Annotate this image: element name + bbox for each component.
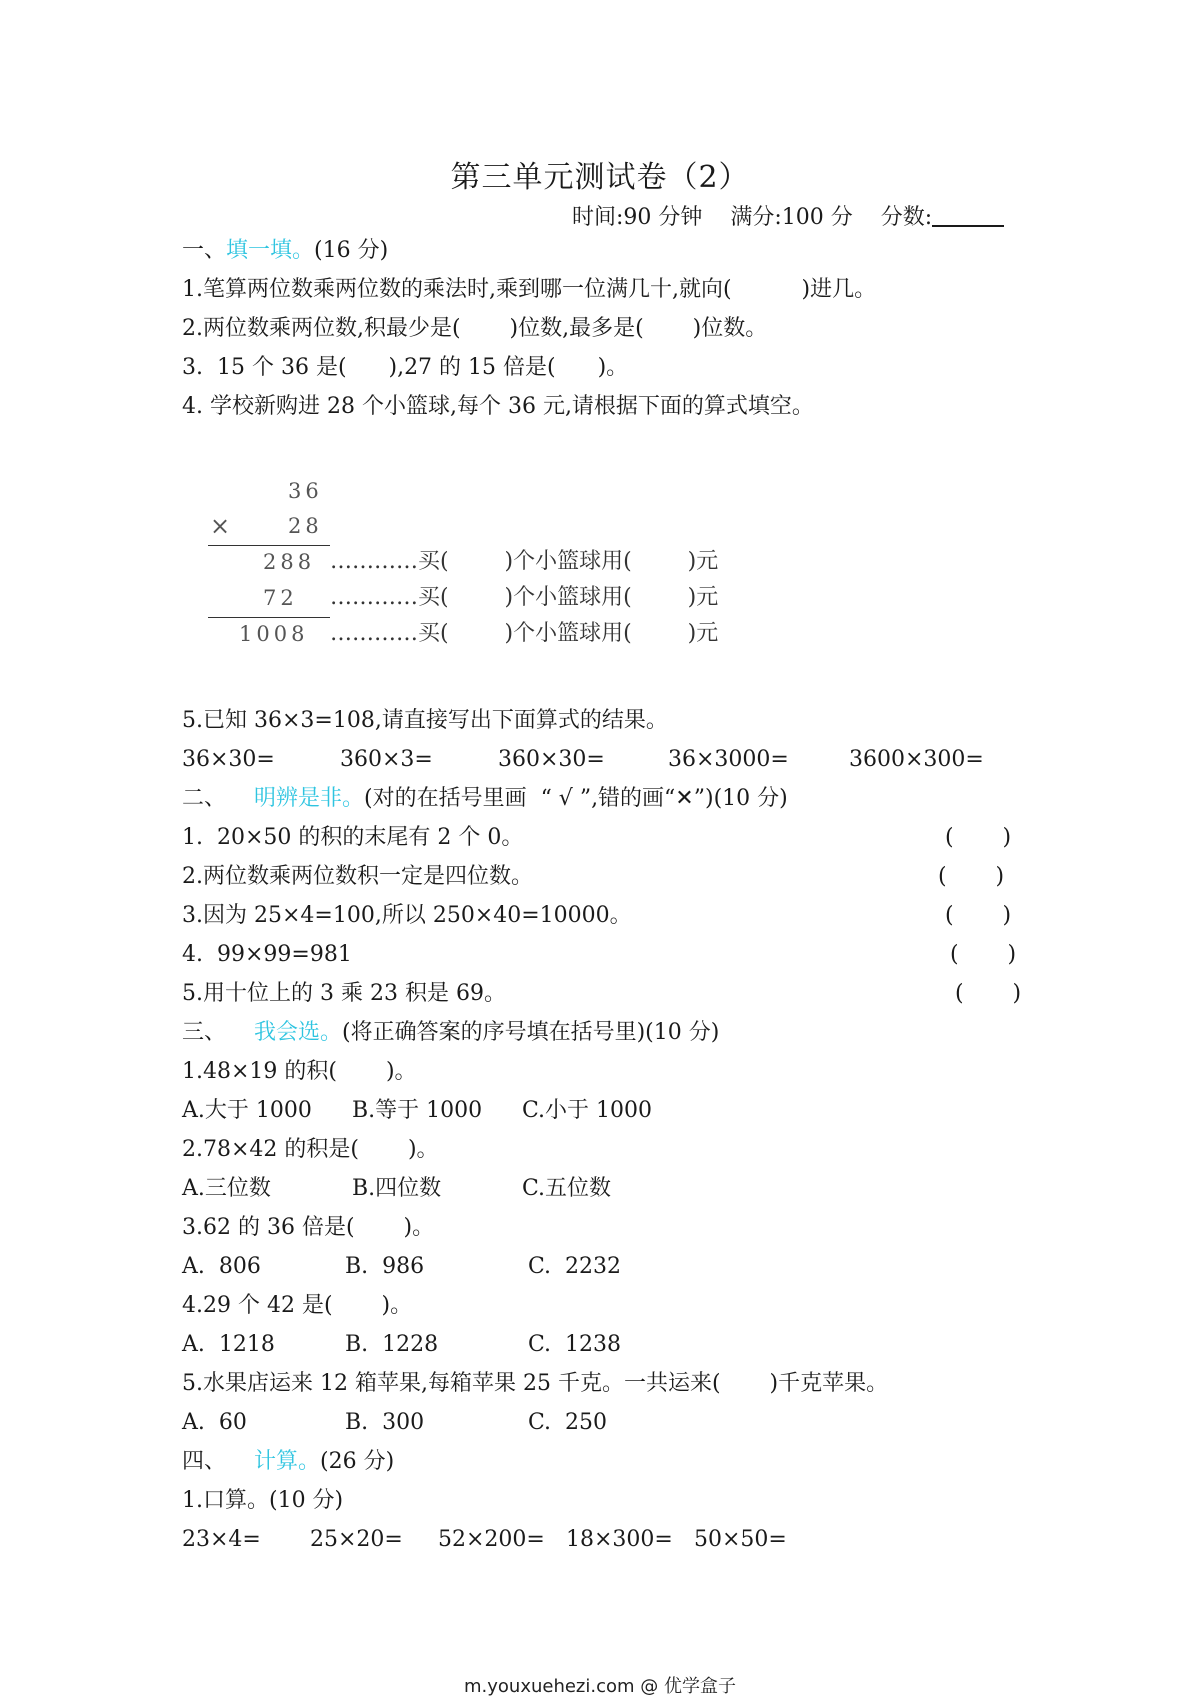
page-title: 第三单元测试卷（2） — [450, 160, 750, 195]
q5-item-4: 36×3000= — [668, 747, 789, 772]
s3-question-4: 4.29 个 42 是( )。 — [182, 1293, 413, 1318]
calc-partial-1: 288 — [263, 550, 316, 574]
s3-q4-option-c: C. 1238 — [528, 1332, 622, 1357]
s3-q2-option-c: C.五位数 — [522, 1176, 612, 1201]
s3-q1-option-c: C.小于 1000 — [522, 1098, 653, 1123]
calc-fill-row-2: …………买( )个小篮球用( )元 — [330, 585, 719, 610]
s4-subheading-1: 1.口算。(10 分) — [182, 1488, 344, 1513]
s2-answer-paren-5[interactable]: ( ) — [955, 981, 1022, 1006]
calc-rule-2 — [208, 617, 330, 618]
calc-multiplicand: 36 — [288, 479, 323, 503]
score-label: 分数: — [880, 205, 933, 230]
s3-q2-option-b: B.四位数 — [352, 1176, 442, 1201]
s3-q1-option-a: A.大于 1000 — [182, 1098, 312, 1123]
s2-item-1: 1. 20×50 的积的末尾有 2 个 0。 — [182, 825, 524, 850]
s3-q3-option-a: A. 806 — [182, 1254, 261, 1279]
s3-q4-option-b: B. 1228 — [345, 1332, 439, 1357]
section-4-title: 计算。 — [253, 1449, 320, 1474]
s1-question-3: 3. 15 个 36 是( ),27 的 15 倍是( )。 — [182, 355, 629, 380]
exam-info — [572, 200, 1004, 231]
s3-q3-option-b: B. 986 — [345, 1254, 425, 1279]
section-4-heading: 四、 计算。(26 分) — [182, 1449, 395, 1474]
full-score: 满分:100 分 — [730, 205, 853, 230]
q5-item-2: 360×3= — [340, 747, 433, 772]
s2-answer-paren-4[interactable]: ( ) — [950, 942, 1017, 967]
section-2-title: 明辨是非。 — [253, 786, 364, 811]
s4-item-1: 23×4= — [182, 1527, 261, 1552]
s2-item-3: 3.因为 25×4=100,所以 250×40=10000。 — [182, 903, 632, 928]
s2-item-4: 4. 99×99=981 — [182, 942, 352, 967]
s2-answer-paren-1[interactable]: ( ) — [945, 825, 1012, 850]
s1-question-5: 5.已知 36×3=108,请直接写出下面算式的结果。 — [182, 708, 668, 733]
s3-question-3: 3.62 的 36 倍是( )。 — [182, 1215, 435, 1240]
q5-item-1: 36×30= — [182, 747, 275, 772]
calc-rule-1 — [208, 545, 330, 546]
s1-question-1: 1.笔算两位数乘两位数的乘法时,乘到哪一位满几十,就向( )进几。 — [182, 277, 877, 302]
q5-item-3: 360×30= — [498, 747, 605, 772]
s4-item-2: 25×20= — [310, 1527, 403, 1552]
s2-answer-paren-2[interactable]: ( ) — [938, 864, 1005, 889]
s1-question-4: 4. 学校新购进 28 个小篮球,每个 36 元,请根据下面的算式填空。 — [182, 394, 814, 419]
calc-times-sign: × — [210, 512, 231, 540]
section-1-heading: 一、填一填。(16 分) — [182, 238, 389, 263]
footer-watermark: m.youxuehezi.com @ 优学盒子 — [463, 1676, 736, 1697]
calc-fill-row-3: …………买( )个小篮球用( )元 — [330, 621, 719, 646]
s4-item-4: 18×300= — [566, 1527, 673, 1552]
s3-q5-option-c: C. 250 — [528, 1410, 608, 1435]
s3-q4-option-a: A. 1218 — [182, 1332, 275, 1357]
s2-item-2: 2.两位数乘两位数积一定是四位数。 — [182, 864, 533, 889]
s4-item-5: 50×50= — [694, 1527, 787, 1552]
s3-question-5: 5.水果店运来 12 箱苹果,每箱苹果 25 千克。一共运来( )千克苹果。 — [182, 1371, 889, 1396]
time-limit: 时间:90 分钟 — [572, 205, 703, 230]
s3-q5-option-a: A. 60 — [182, 1410, 247, 1435]
s3-q1-option-b: B.等于 1000 — [352, 1098, 483, 1123]
s3-question-2: 2.78×42 的积是( )。 — [182, 1137, 439, 1162]
calc-fill-row-1: …………买( )个小篮球用( )元 — [330, 549, 719, 574]
section-2-heading: 二、 明辨是非。(对的在括号里画 “ √ ”,错的画“✕”)(10 分) — [182, 786, 788, 811]
section-1-title: 填一填。 — [226, 238, 315, 263]
s3-q5-option-b: B. 300 — [345, 1410, 425, 1435]
s1-question-2: 2.两位数乘两位数,积最少是( )位数,最多是( )位数。 — [182, 316, 768, 341]
q5-item-5: 3600×300= — [849, 747, 984, 772]
s3-question-1: 1.48×19 的积( )。 — [182, 1059, 417, 1084]
section-3-heading: 三、 我会选。(将正确答案的序号填在括号里)(10 分) — [182, 1020, 720, 1045]
section-3-title: 我会选。 — [253, 1020, 342, 1045]
calc-multiplier: 28 — [288, 514, 323, 538]
s3-q3-option-c: C. 2232 — [528, 1254, 622, 1279]
score-blank[interactable] — [932, 203, 1004, 227]
s2-item-5: 5.用十位上的 3 乘 23 积是 69。 — [182, 981, 506, 1006]
calc-total: 1008 — [239, 622, 309, 646]
s3-q2-option-a: A.三位数 — [182, 1176, 271, 1201]
s2-answer-paren-3[interactable]: ( ) — [945, 903, 1012, 928]
s4-item-3: 52×200= — [438, 1527, 545, 1552]
calc-partial-2: 72 — [263, 586, 298, 610]
